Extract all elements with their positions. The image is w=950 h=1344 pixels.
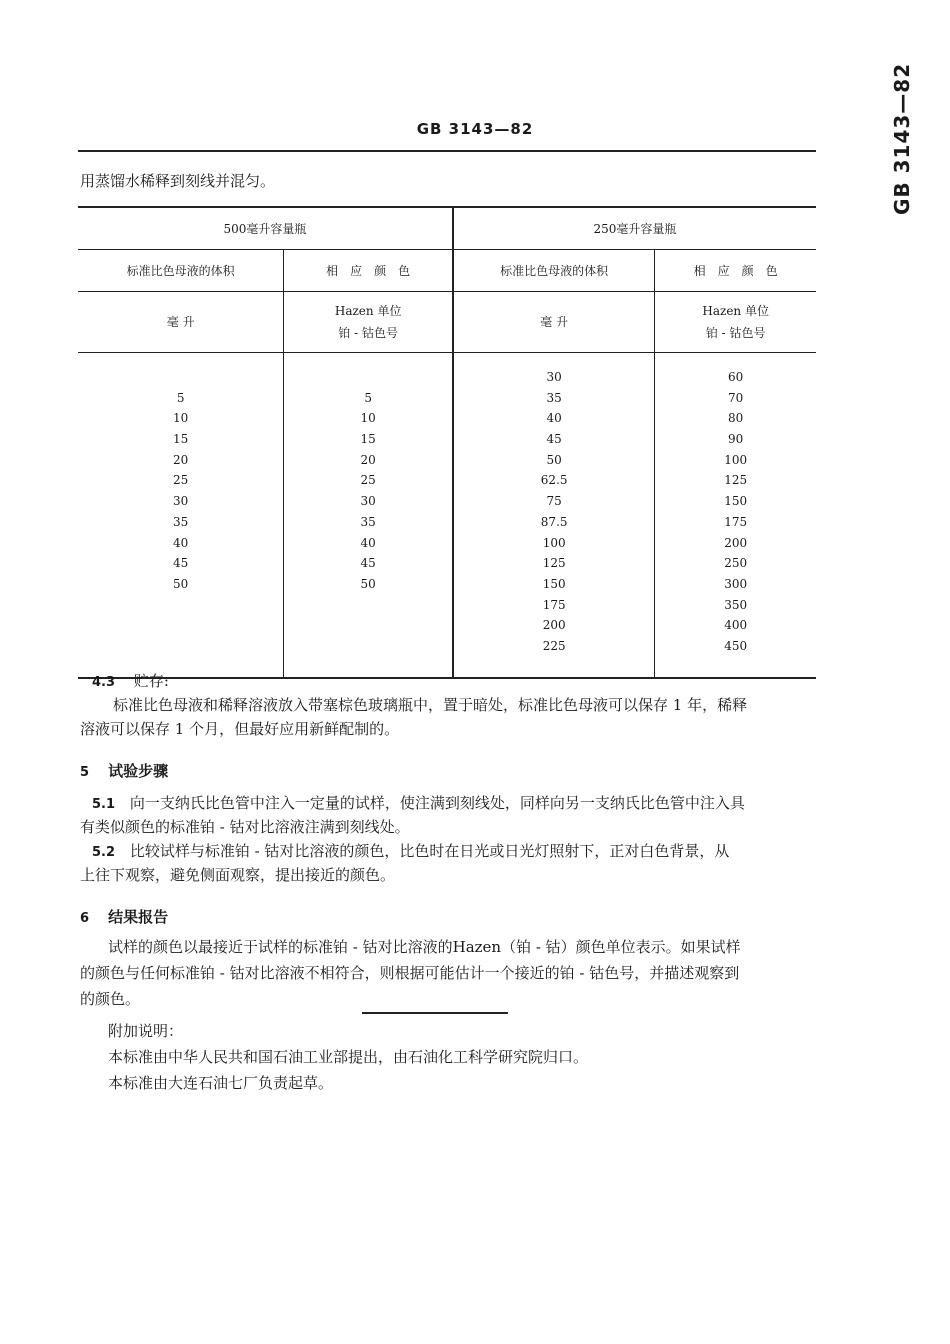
col-volume-500: 标准比色母液的体积	[78, 250, 284, 292]
section-5-1-text1: 向一支纳氏比色管中注入一定量的试样，使注满到刻线处，同样向另一支纳氏比色管中注入具	[129, 794, 745, 812]
table-cell: 150	[542, 576, 566, 591]
table-cell: 60	[728, 370, 744, 384]
section-4-3-title: 贮存:	[133, 672, 169, 690]
table-cell: 10	[173, 411, 189, 426]
col-volume-250: 标准比色母液的体积	[453, 250, 655, 292]
header-rule	[78, 150, 816, 152]
table-spacer	[78, 367, 283, 388]
side-standard-label: GB 3143—82	[890, 62, 914, 215]
appendix-line2: 本标准由大连石油七厂负责起草。	[108, 1074, 334, 1092]
col-color-250: 相 应 颜 色	[655, 250, 816, 292]
table-cell: 35	[360, 514, 376, 529]
page-header-title: GB 3143—82	[416, 120, 534, 138]
table-cell: 45	[546, 432, 562, 447]
section-5-title: 试验步骤	[108, 762, 169, 780]
unit-hazen-250	[655, 292, 816, 353]
table-cell: 35	[173, 514, 189, 529]
appendix-title: 附加说明：	[108, 1022, 184, 1040]
data-col-500-volume	[78, 353, 284, 679]
table-cell: 20	[173, 452, 189, 467]
table-cell: 35	[546, 390, 562, 405]
table-cell: 200	[542, 618, 566, 633]
section-5-1-line2: 有类似颜色的标准铂 - 钴对比溶液注满到刻线处。	[80, 818, 410, 836]
table-cell: 87.5	[540, 514, 568, 529]
table-cell: 30	[173, 494, 189, 509]
section-5-2-text1: 比较试样与标准铂 - 钴对比溶液的颜色，比色时在日光或日光灯照射下，正对白色背景，从	[129, 842, 730, 860]
group-250-header: 250毫升容量瓶	[453, 207, 816, 250]
appendix-separator	[362, 1012, 508, 1014]
unit-ml-500: 毫 升	[78, 292, 284, 353]
table-cell: 200	[724, 535, 748, 550]
appendix-line1: 本标准由中华人民共和国石油工业部提出，由石油化工科学研究院归口。	[108, 1048, 589, 1066]
section-6-line2: 的颜色与任何标准铂 - 钴对比溶液不相符合，则根据可能估计一个接近的铂 - 钴色号，并描述观察到	[80, 964, 740, 982]
unit-hazen-250-line2: 铂 - 钴色号	[705, 326, 766, 340]
table-cell: 250	[724, 556, 748, 571]
group-500-header: 500毫升容量瓶	[78, 207, 453, 250]
table-cell: 15	[173, 432, 189, 447]
table-cell: 350	[724, 597, 748, 612]
data-col-250-color	[655, 353, 816, 679]
unit-hazen-500-line2: 铂 - 钴色号	[338, 326, 398, 340]
section-5-2-number: 5.2	[92, 845, 116, 860]
table-cell: 50	[173, 576, 189, 591]
table-cell: 50	[546, 452, 562, 467]
section-5-1-number: 5.1	[92, 797, 116, 812]
table-cell: 5	[364, 390, 372, 405]
table-cell: 225	[542, 638, 566, 653]
table-cell: 40	[360, 535, 376, 550]
section-6-line1: 试样的颜色以最接近于试样的标准铂 - 钴对比溶液的Hazen（铂 - 钴）颜色单位表示。如果试样	[108, 938, 741, 956]
table-cell: 175	[542, 597, 566, 612]
table-cell: 25	[173, 473, 189, 488]
section-6-title: 结果报告	[108, 908, 169, 926]
table-cell: 15	[360, 432, 376, 447]
table-cell: 62.5	[540, 473, 568, 488]
table-cell: 45	[173, 556, 189, 571]
table-cell: 30	[546, 370, 562, 384]
section-5-2-line2: 上往下观察，避免侧面观察，提出接近的颜色。	[80, 866, 396, 884]
unit-hazen-500	[284, 292, 453, 353]
table-cell: 5	[176, 390, 185, 405]
section-4-3-line1: 标准比色母液和稀释溶液放入带塞棕色玻璃瓶中，置于暗处，标准比色母液可以保存 1 年，稀释	[113, 696, 748, 714]
table-cell: 20	[360, 452, 376, 467]
unit-hazen-500-line1: Hazen 单位	[334, 304, 402, 318]
table-cell: 90	[728, 432, 744, 447]
section-6-number: 6	[80, 911, 90, 926]
table-cell: 10	[360, 411, 376, 426]
table-cell: 100	[542, 535, 566, 550]
section-6-heading	[80, 906, 168, 927]
table-cell: 100	[724, 452, 748, 467]
table-cell: 70	[728, 390, 744, 405]
table-cell: 50	[360, 576, 376, 591]
table-cell: 450	[724, 638, 748, 653]
table-cell: 75	[546, 494, 562, 509]
table-cell: 80	[728, 411, 744, 426]
section-4-3-number: 4.3	[92, 675, 116, 690]
table-cell: 150	[724, 494, 748, 509]
table-cell: 40	[546, 411, 562, 426]
section-4-3-line2: 溶液可以保存 1 个月，但最好应用新鲜配制的。	[80, 720, 400, 738]
table-cell: 25	[360, 473, 376, 488]
section-5-number: 5	[80, 765, 90, 780]
table-cell: 300	[724, 576, 748, 591]
table-cell: 125	[724, 473, 748, 488]
table-cell: 400	[724, 618, 748, 633]
table-cell: 30	[360, 494, 376, 509]
col-color-500: 相 应 颜 色	[284, 250, 453, 292]
table-cell: 40	[173, 535, 189, 550]
table-cell: 175	[724, 514, 748, 529]
table-cell: 45	[360, 556, 376, 571]
section-5-heading	[80, 760, 168, 781]
data-col-500-color	[284, 353, 453, 679]
dilution-table	[78, 206, 816, 679]
table-spacer	[284, 367, 452, 388]
data-col-250-volume	[453, 353, 655, 679]
intro-text: 用蒸馏水稀释到刻线并混匀。	[80, 172, 276, 190]
unit-hazen-250-line1: Hazen 单位	[702, 304, 769, 318]
section-6-line3: 的颜色。	[80, 990, 141, 1008]
table-cell: 125	[542, 556, 566, 571]
unit-ml-250: 毫 升	[453, 292, 655, 353]
